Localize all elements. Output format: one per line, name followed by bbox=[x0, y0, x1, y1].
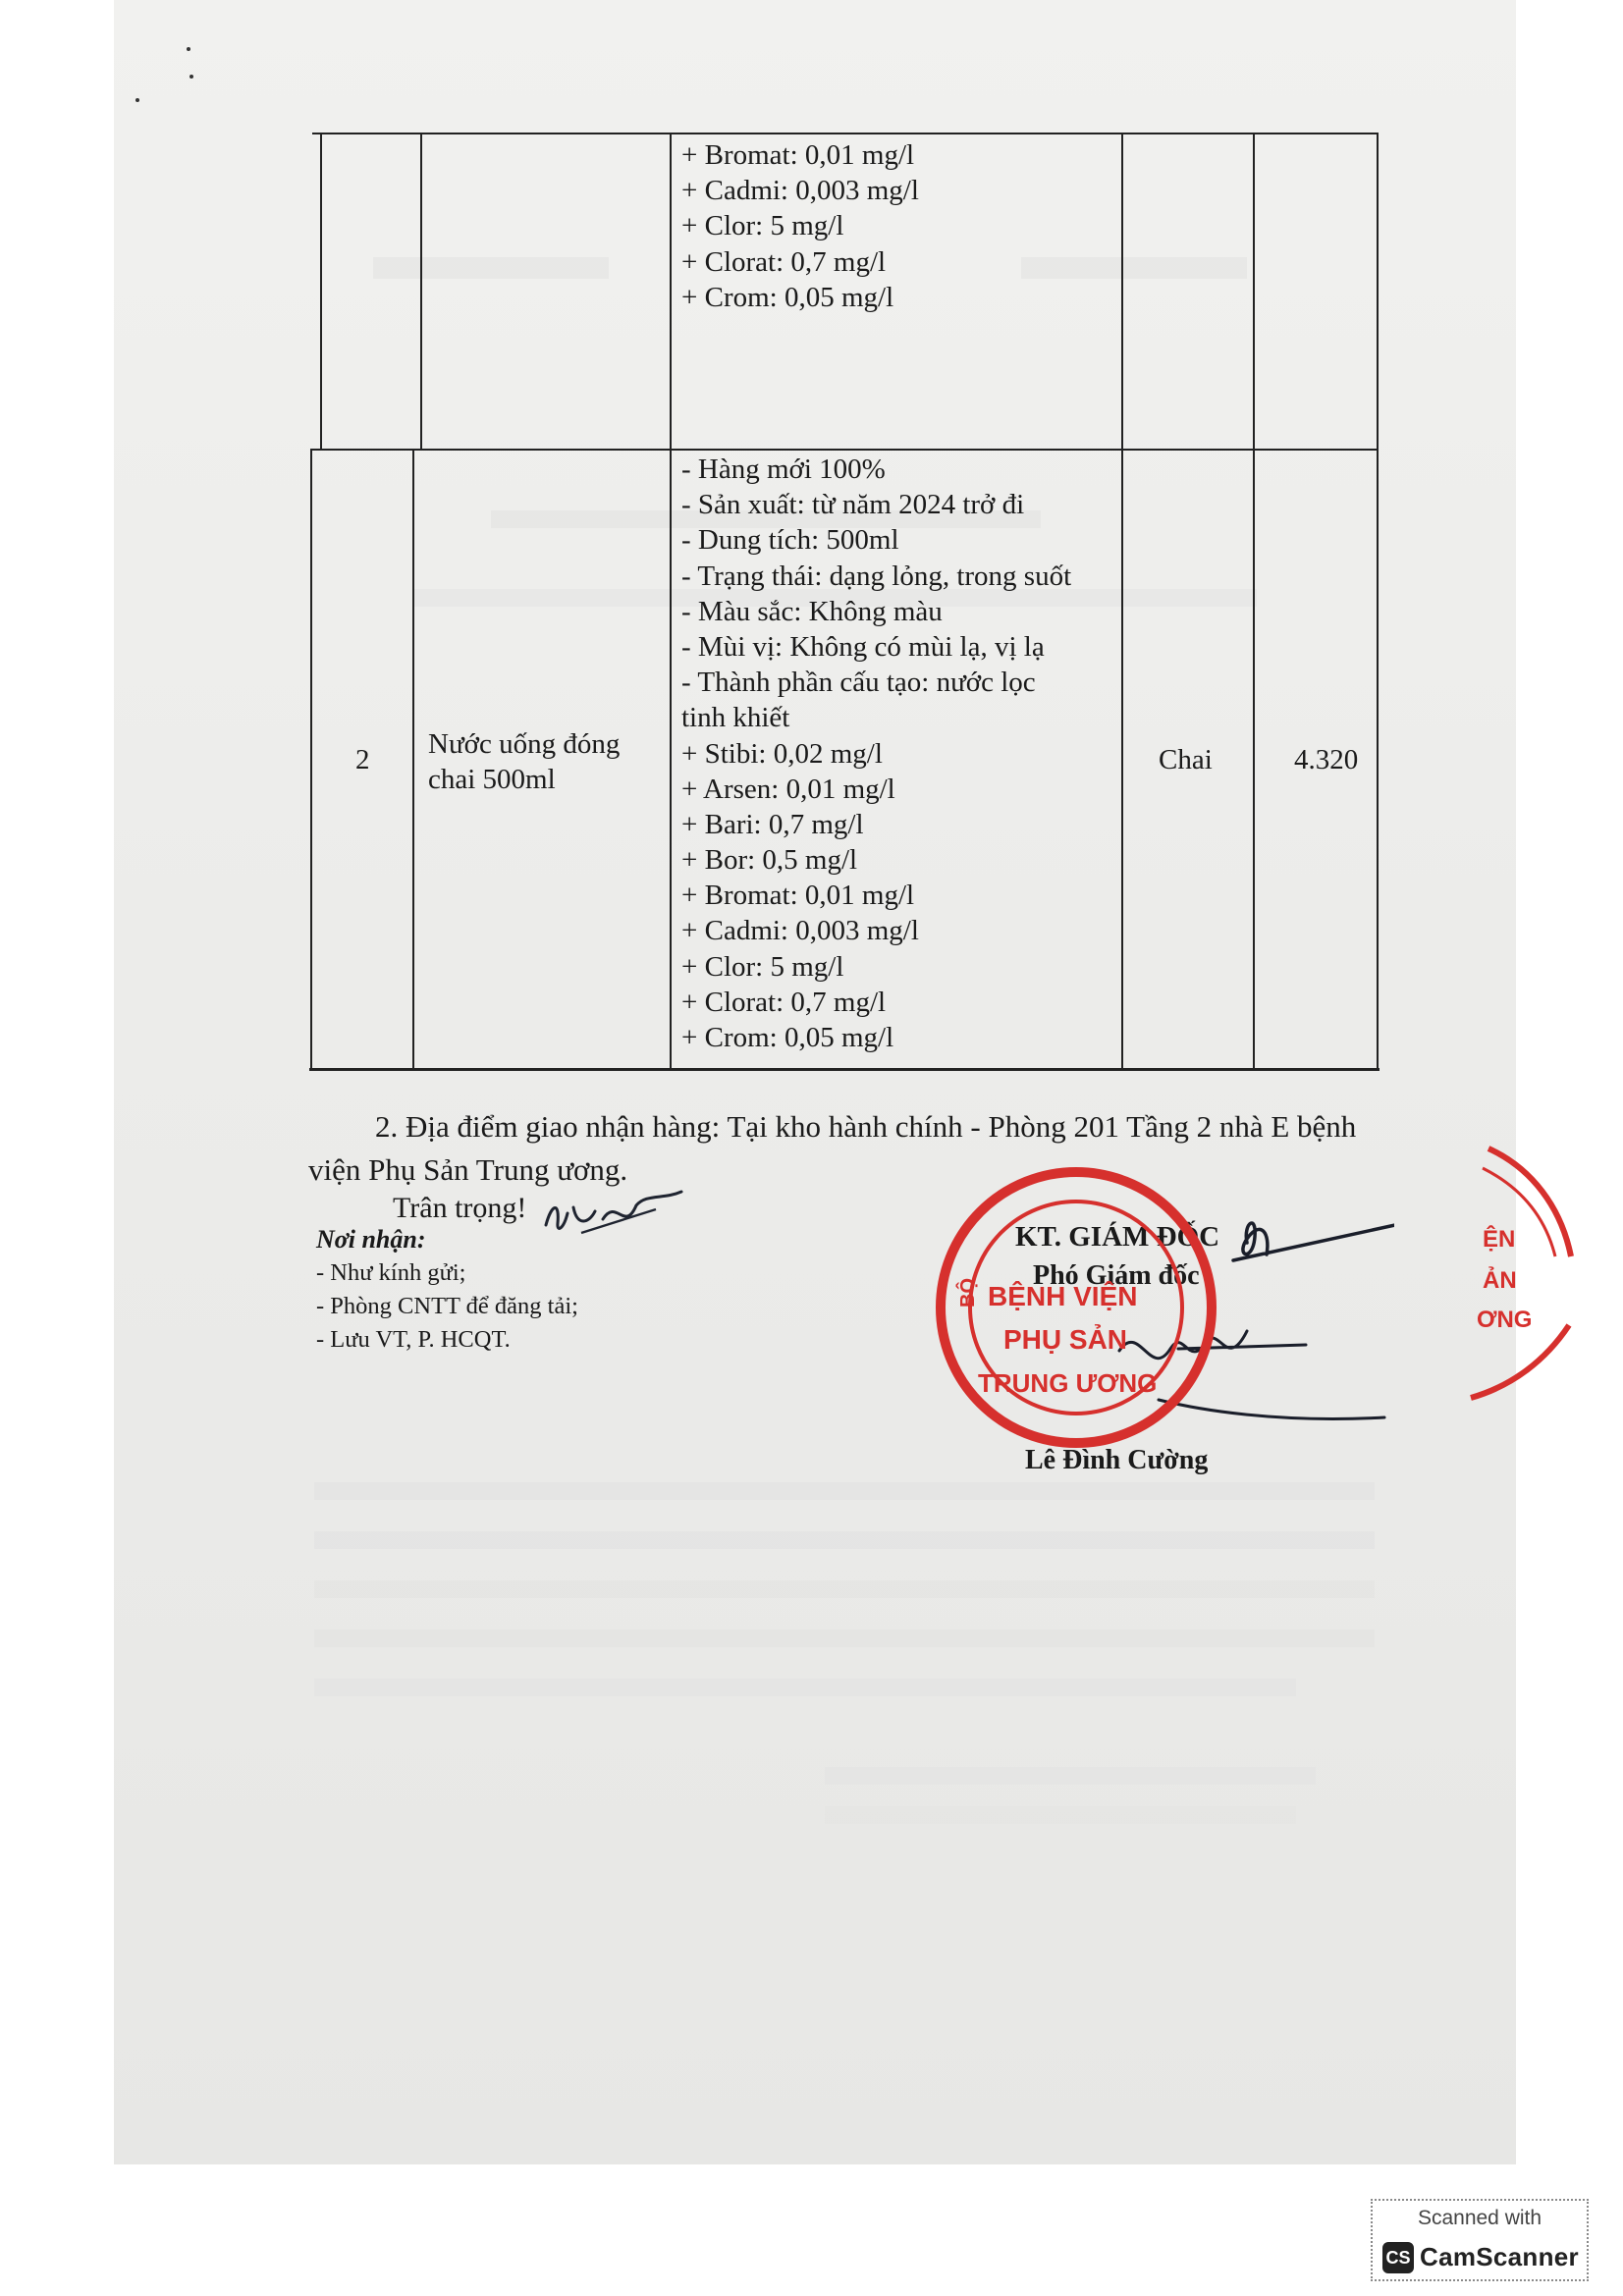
item-name-line: Nước uống đóng bbox=[428, 728, 621, 760]
recipients-block bbox=[316, 1223, 578, 1357]
recipients-title: Nơi nhận: bbox=[316, 1225, 426, 1254]
spec-line: + Bromat: 0,01 mg/l bbox=[681, 880, 915, 912]
spec-line: + Bari: 0,7 mg/l bbox=[681, 808, 864, 840]
delivery-line-2: viện Phụ Sản Trung ương. bbox=[308, 1152, 628, 1187]
spec-line: - Sản xuất: từ năm 2024 trở đi bbox=[681, 489, 1025, 521]
spec-line: tinh khiết bbox=[681, 702, 790, 734]
spec-line: - Trạng thái: dạng lỏng, trong suốt bbox=[681, 560, 1072, 592]
spec-line: + Arsen: 0,01 mg/l bbox=[681, 773, 895, 805]
spec-line: + Bor: 0,5 mg/l bbox=[681, 844, 858, 877]
camscanner-logo-icon: CS bbox=[1382, 2242, 1414, 2273]
seal-line-1: BỆNH VIỆN bbox=[988, 1281, 1138, 1311]
hospital-seal bbox=[929, 1160, 1223, 1455]
watermark-top-text: Scanned with bbox=[1417, 2207, 1542, 2229]
spec-line: - Mùi vị: Không có mùi lạ, vị lạ bbox=[681, 630, 1045, 663]
spec-line: + Crom: 0,05 mg/l bbox=[681, 1022, 894, 1053]
seal-side-text: BỘ bbox=[957, 1278, 979, 1308]
spec-line: + Crom: 0,05 mg/l bbox=[681, 281, 894, 313]
spec-line: - Hàng mới 100% bbox=[681, 454, 886, 485]
spec-line: + Clorat: 0,7 mg/l bbox=[681, 245, 887, 278]
spec-line: + Clor: 5 mg/l bbox=[681, 210, 844, 242]
row2-item-name bbox=[428, 726, 620, 797]
recipient-item: - Lưu VT, P. HCQT. bbox=[316, 1326, 511, 1353]
row2-spec-cell bbox=[681, 452, 1071, 1055]
spec-line: + Cadmi: 0,003 mg/l bbox=[681, 175, 919, 207]
spec-line: + Cadmi: 0,003 mg/l bbox=[681, 915, 919, 947]
signature-position: Phó Giám đốc bbox=[1033, 1260, 1200, 1291]
camscanner-watermark bbox=[1371, 2199, 1589, 2281]
closing-text: Trân trọng! bbox=[393, 1192, 527, 1224]
row1-spec-cell bbox=[681, 137, 919, 315]
item-name-line: chai 500ml bbox=[428, 764, 556, 796]
recipient-item: - Như kính gửi; bbox=[316, 1259, 466, 1286]
delivery-line-1: 2. Địa điểm giao nhận hàng: Tại kho hành chính - Phòng 201 Tầng 2 nhà E bệnh bbox=[375, 1109, 1357, 1144]
spec-line: + Stibi: 0,02 mg/l bbox=[681, 737, 883, 770]
seal-line-3: TRUNG ƯƠNG bbox=[978, 1368, 1158, 1398]
recipient-item: - Phòng CNTT để đăng tải; bbox=[316, 1293, 578, 1319]
scanned-page bbox=[114, 0, 1516, 2164]
spec-line: - Dung tích: 500ml bbox=[681, 524, 899, 557]
spec-line: + Bromat: 0,01 mg/l bbox=[681, 139, 915, 171]
spec-line: + Clor: 5 mg/l bbox=[681, 950, 844, 983]
signer-name: Lê Đình Cường bbox=[1025, 1445, 1209, 1475]
spec-line: + Clorat: 0,7 mg/l bbox=[681, 986, 887, 1018]
partial-seal bbox=[1443, 1129, 1581, 1423]
partial-seal-text: ƠNG bbox=[1477, 1307, 1533, 1333]
signature-title: KT. GIÁM ĐỐC bbox=[1015, 1221, 1220, 1253]
partial-seal-text: ỆN bbox=[1483, 1226, 1516, 1253]
spec-line: - Thành phần cấu tạo: nước lọc bbox=[681, 667, 1036, 699]
seal-line-2: PHỤ SẢN bbox=[1003, 1324, 1128, 1355]
row2-unit: Chai bbox=[1159, 744, 1213, 775]
watermark-brand: CamScanner bbox=[1420, 2242, 1579, 2271]
spec-line: - Màu sắc: Không màu bbox=[681, 595, 943, 627]
row2-quantity: 4.320 bbox=[1294, 744, 1359, 775]
partial-seal-text: ẢN bbox=[1483, 1267, 1517, 1294]
row2-stt: 2 bbox=[355, 744, 370, 775]
